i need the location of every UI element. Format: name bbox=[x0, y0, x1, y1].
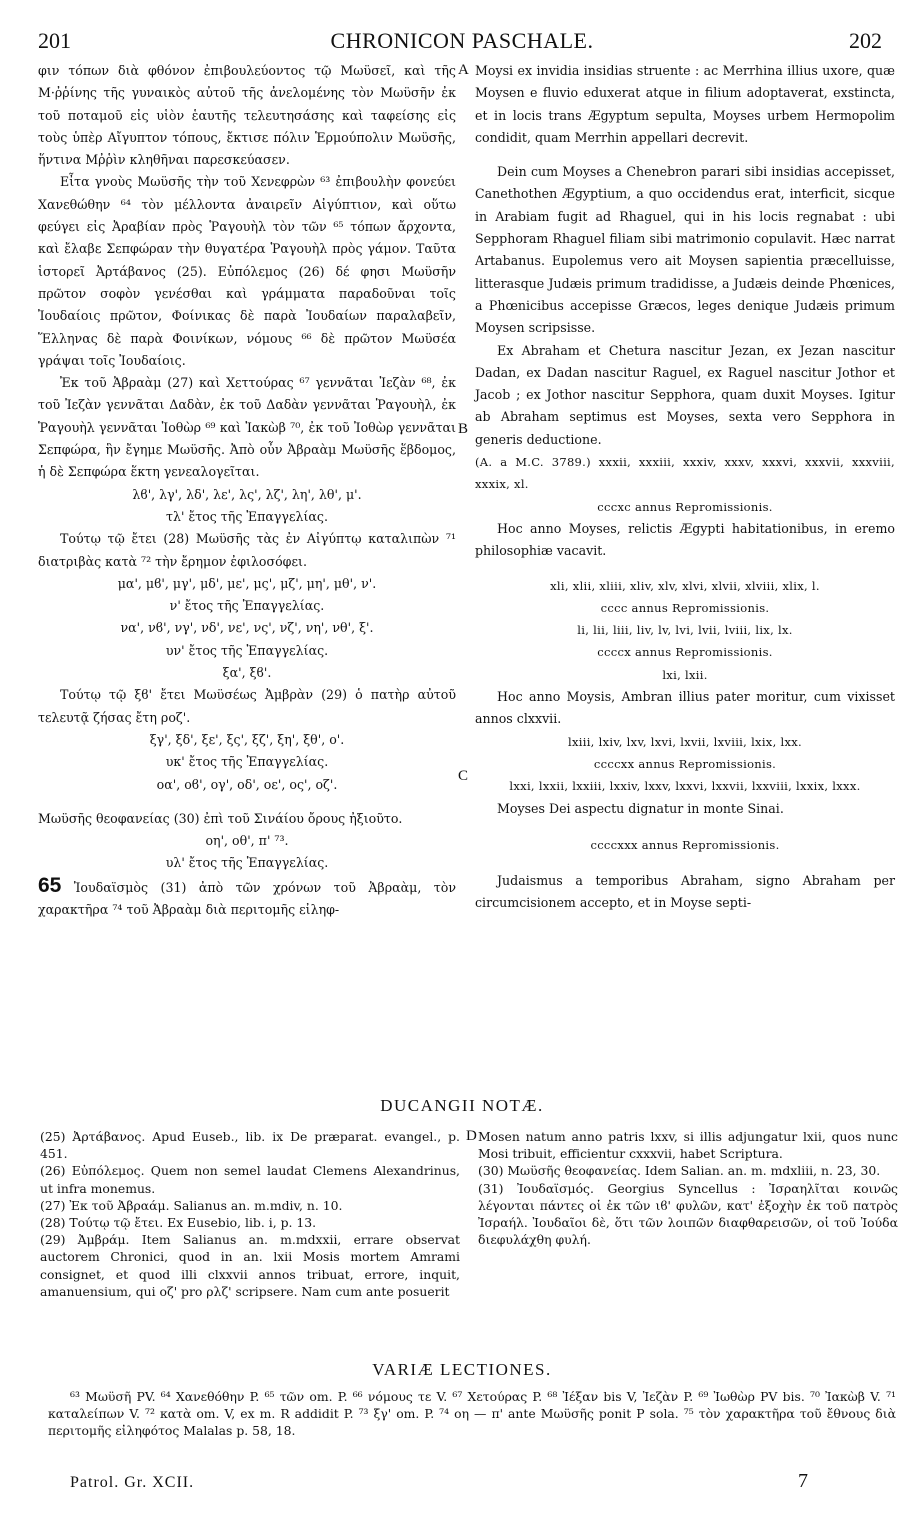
greek-paragraph: φιν τόπων διὰ φθόνον ἐπιβουλεύοντος τῷ Μωϋσεῖ, καὶ τῆς Μ·ῤῥίνης τῆς γυναικὸς αὐτοῦ τῆς ἀνελομένης τὸν Μωϋσῆν ἐκ τοῦ ποταμοῦ εἰς υἱὸν ἑαυτῆς τελευτησάσης καὶ ταφείσης εἰς τοὺς ὑπὲρ Αἴγυπτον τόπους, ἔκτισε πόλιν Ἑρμούπολιν Μωϋσῆς, ἥντινα Μῤῥὶν κληθῆναι παρεσκεύασεν. bbox=[38, 63, 456, 168]
year-numerals: οα', οϐ', ογ', οδ', οε', ος', οζ'. bbox=[156, 776, 338, 792]
latin-paragraph: Dein cum Moyses a Chenebron parari sibi insidias accepisset, Canethothen Ægyptium, a quo occidendus erat, interficit, sicque in Arabiam fugit ad Rhaguel, qui in his locis regnabat : ubi Sepphoram Rhaguel filiam sibi matrimonio copulavit. Hæc narrat Artabanus. Eupolemus vero ait Moysen sapientia præcelluisse, litterasque Judæis primum tradidisse, a Judæis deinde Phœnices, a Phœnicibus accepisse Græcos, leges denique Judæis primum Moysen scripsisse. bbox=[475, 164, 895, 336]
greek-paragraph: Ἐκ τοῦ Ἀβραὰμ (27) καὶ Χεττούρας ⁶⁷ γεννᾶται Ἰεζὰν ⁶⁸, ἐκ τοῦ Ἰεζὰν γεννᾶται Δαδὰν, ἐκ τοῦ Δαδὰν γεννᾶται Ῥαγουὴλ, ἐκ Ῥαγουὴλ γεννᾶται Ἰοθὼρ ⁶⁹ καὶ Ἰακὼβ ⁷⁰, ἐκ τοῦ Ἰοθὼρ γεννᾶται Σεπφώρα, ἣν ἔγημε Μωϋσῆς. Ἀπὸ οὖν Ἀβραὰμ Μωϋσῆς ἕβδομος, ἡ δὲ Σεπφώρα ἕκτη γενεαλογεῖται. bbox=[38, 375, 456, 480]
year-numerals: ξγ', ξδ', ξε', ξς', ξζ', ξη', ξθ', ο'. bbox=[149, 731, 345, 747]
note: (28) Τούτῳ τῷ ἔτει. Ex Eusebio, lib. i, p. 13. bbox=[40, 1215, 317, 1231]
note: Mosen natum anno patris lxxv, si illis adjungatur lxii, quos nunc Mosi tribuit, efficientur cxxxvii, habet Scriptura. bbox=[478, 1129, 898, 1162]
promise-year: υκ' ἔτος τῆς Ἐπαγγελίας. bbox=[165, 754, 329, 770]
year-numerals: xli, xlii, xliii, xliv, xlv, xlvi, xlvii, xlviii, xlix, l. bbox=[550, 578, 820, 593]
page-number-right: 202 bbox=[849, 28, 882, 53]
note: (30) Μωϋσῆς θεοφανείας. Idem Salian. an. m. mdxliii, n. 23, 30. bbox=[478, 1163, 881, 1179]
page-number-left: 201 bbox=[38, 28, 71, 53]
notes-right-column bbox=[478, 1128, 898, 1248]
note: (31) Ἰουδαϊσμός. Georgius Syncellus : Ἰσραηλῖται κοινῶς λέγονται πάντες οἱ ἐκ τῶν ιϐ' φυλῶν, κατ' ἐξοχὴν ἐκ τοῦ πατρὸς Ἰσραήλ. Ἰουδαῖοι δὲ, ὅτι τῶν λοιπῶν διαφθαρεισῶν, οἱ τοῦ Ἰούδα διεφυλάχθη φυλή. bbox=[478, 1180, 898, 1248]
note: (26) Εὐπόλεμος. Quem non semel laudat Clemens Alexandrinus, ut infra monemus. bbox=[40, 1163, 460, 1196]
promise-year: τλ' ἔτος τῆς Ἐπαγγελίας. bbox=[166, 508, 328, 524]
latin-paragraph: Hoc anno Moysis, Ambran illius pater moritur, cum vixisset annos clxxvii. bbox=[475, 689, 895, 727]
footer-signature: Patrol. Gr. XCII. bbox=[70, 1474, 195, 1491]
greek-paragraph: Μωϋσῆς θεοφανείας (30) ἐπὶ τοῦ Σινάίου ὄρους ἠξιοῦτο. bbox=[38, 810, 403, 826]
latin-paragraph: Judaismus a temporibus Abraham, signo Abraham per circumcisionem accepto, et in Moyse septi- bbox=[475, 873, 895, 911]
variae-heading: VARIÆ LECTIONES. bbox=[372, 1360, 552, 1379]
year-numerals: lxi, lxii. bbox=[662, 667, 708, 682]
latin-paragraph: Hoc anno Moyses, relictis Ægypti habitationibus, in eremo philosophiæ vacavit. bbox=[475, 520, 895, 559]
year-numerals: μα', μϐ', μγ', μδ', με', μς', μζ', μη', μθ', ν'. bbox=[117, 575, 377, 591]
year-numerals: οη', οθ', π' ⁷³. bbox=[205, 833, 289, 849]
latin-column bbox=[475, 60, 895, 915]
running-head bbox=[30, 28, 894, 58]
latin-paragraph: Moysi ex invidia insidias struente : ac Merrhina illius uxore, quæ Moysen e fluvio eduxerat atque in filium adoptaverat, exstincta, et in locis trans Ægyptum sepulta, Moyses urbem Hermopolim condidit, quam Merrhin appellari decrevit. bbox=[475, 63, 895, 145]
variae-lectiones bbox=[48, 1388, 896, 1440]
year-numerals: ξα', ξϐ'. bbox=[222, 665, 272, 681]
promise-year: cccxc annus Repromissionis. bbox=[597, 499, 773, 514]
note: (25) Ἀρτάβανος. Apud Euseb., lib. ix De præparat. evangel., p. 451. bbox=[40, 1129, 460, 1162]
greek-paragraph: Ἰουδαϊσμὸς (31) ἀπὸ τῶν χρόνων τοῦ Ἀβραὰμ, τὸν χαρακτῆρα ⁷⁴ τοῦ Ἀβραὰμ διὰ περιτομῆς εἰληφ- bbox=[38, 879, 456, 917]
greek-paragraph: Τούτῳ τῷ ἔτει (28) Μωϋσῆς τὰς ἐν Αἰγύπτῳ καταλιπὼν ⁷¹ διατριβὰς κατὰ ⁷² τὴν ἔρημον ἐφιλοσόφει. bbox=[38, 531, 456, 569]
margin-letter-d: D bbox=[466, 1128, 477, 1144]
notes-left-column bbox=[40, 1128, 460, 1300]
promise-year: υν' ἔτος τῆς Ἐπαγγελίας. bbox=[165, 642, 329, 658]
promise-year: ccccxxx annus Repromissionis. bbox=[590, 837, 780, 852]
running-title: CHRONICON PASCHALE. bbox=[330, 28, 594, 53]
note: (27) Ἐκ τοῦ Ἀβραάμ. Salianus an. m.mdiv, n. 10. bbox=[40, 1197, 343, 1213]
year-numerals: (A. a M.C. 3789.) xxxii, xxxiii, xxxiv, xxxv, xxxvi, xxxvii, xxxviii, xxxix, xl. bbox=[475, 455, 895, 492]
promise-year: ccccxx annus Repromissionis. bbox=[593, 756, 777, 771]
year-numerals: lxxi, lxxii, lxxiii, lxxiv, lxxv, lxxvi, lxxvii, lxxviii, lxxix, lxxx. bbox=[509, 779, 861, 794]
notes-heading: DUCANGII NOTÆ. bbox=[380, 1096, 544, 1115]
promise-year: cccc annus Repromissionis. bbox=[600, 600, 770, 615]
margin-letter-a: A bbox=[458, 62, 469, 78]
greek-paragraph: Εἶτα γνοὺς Μωϋσῆς τὴν τοῦ Χενεφρὼν ⁶³ ἐπιβουλὴν φονεύει Χανεθώθην ⁶⁴ τὸν μέλλοντα ἀναιρεῖν Αἰγύπτιον, καὶ οὕτω φεύγει εἰς Ἀραβίαν πρὸς Ῥαγουὴλ τὸν τῶν ⁶⁵ τόπων ἄρχοντα, καὶ ἔλαβε Σεπφώραν τὴν θυγατέρα Ῥαγουὴλ πρὸς γάμον. Ταῦτα ἱστορεῖ Ἀρτάβανος (25). Εὐπόλεμος (26) δέ φησι Μωϋσῆν πρῶτον σοφὸν γενέσθαι καὶ γράμματα παραδοῦναι τοῖς Ἰουδαίοις πρῶτον, Φοίνικας δὲ παρὰ Ἰουδαίων παραλαβεῖν, Ἕλληνας δὲ παρὰ Φοινίκων, νόμους ⁶⁶ δὲ πρῶτον Μωϋσέα γράψαι τοῖς Ἰουδαίοις. bbox=[38, 174, 456, 368]
year-numerals: li, lii, liii, liv, lv, lvi, lvii, lviii, lix, lx. bbox=[577, 623, 793, 638]
margin-letter-c: C bbox=[458, 768, 469, 784]
promise-year: ν' ἔτος τῆς Ἐπαγγελίας. bbox=[169, 598, 325, 614]
year-numerals: να', νϐ', νγ', νδ', νε', νς', νζ', νη', νθ', ξ'. bbox=[120, 620, 374, 636]
promise-year: ccccx annus Repromissionis. bbox=[597, 645, 773, 660]
section-number: 65 bbox=[38, 873, 62, 897]
latin-paragraph: Ex Abraham et Chetura nascitur Jezan, ex Jezan nascitur Dadan, ex Dadan nascitur Raguel, ex Raguel nascitur Jothor et Jacob ; ex Jothor nascitur Sepphora, quam duxit Moyses. Igitur ab Abraham septimus est Moyses, sexta vero Sepphora in generis deductione. bbox=[475, 342, 895, 447]
note: (29) Ἀμβράμ. Item Salianus an. m.mdxxii, errare observat auctorem Chronici, quod in an. lxii Mosis mortem Amrami consignet, et quod illi clxxvii annos tribuat, errore, inquit, amanuensium, qui οζ' pro ρλζ' scripsere. Nam cum ante posuerit bbox=[40, 1232, 460, 1299]
year-numerals: λϐ', λγ', λδ', λε', λς', λζ', λη', λθ', μ'. bbox=[132, 486, 362, 502]
margin-letter-b: B bbox=[458, 421, 469, 437]
promise-year: υλ' ἔτος τῆς Ἐπαγγελίας. bbox=[165, 855, 329, 871]
latin-paragraph: Moyses Dei aspectu dignatur in monte Sinai. bbox=[497, 800, 784, 816]
footer-sheet-number: 7 bbox=[798, 1470, 808, 1492]
variae-text: ⁶³ Μωϋσῆ PV. ⁶⁴ Χανεθόθην P. ⁶⁵ τῶν om. P. ⁶⁶ νόμους τε V. ⁶⁷ Χετούρας P. ⁶⁸ Ἰέξαν bis V, Ἰεζὰν P. ⁶⁹ Ἰωθὼρ PV bis. ⁷⁰ Ἰακὼβ V. ⁷¹ καταλείπων V. ⁷² κατὰ om. V, ex m. R addidit P. ⁷³ ξγ' om. P. ⁷⁴ οη — π' ante Μωϋσῆς ponit P sola. ⁷⁵ τὸν χαρακτῆρα τοῦ ἔθνους διὰ περιτομῆς εἰληφότος Malalas p. 58, 18. bbox=[48, 1389, 896, 1439]
greek-column bbox=[38, 60, 456, 921]
year-numerals: lxiii, lxiv, lxv, lxvi, lxvii, lxviii, lxix, lxx. bbox=[567, 734, 803, 749]
greek-paragraph: Τούτῳ τῷ ξϐ' ἔτει Μωϋσέως Ἀμβρὰν (29) ὁ πατὴρ αὐτοῦ τελευτᾷ ζήσας ἔτη ροζ'. bbox=[38, 687, 456, 725]
